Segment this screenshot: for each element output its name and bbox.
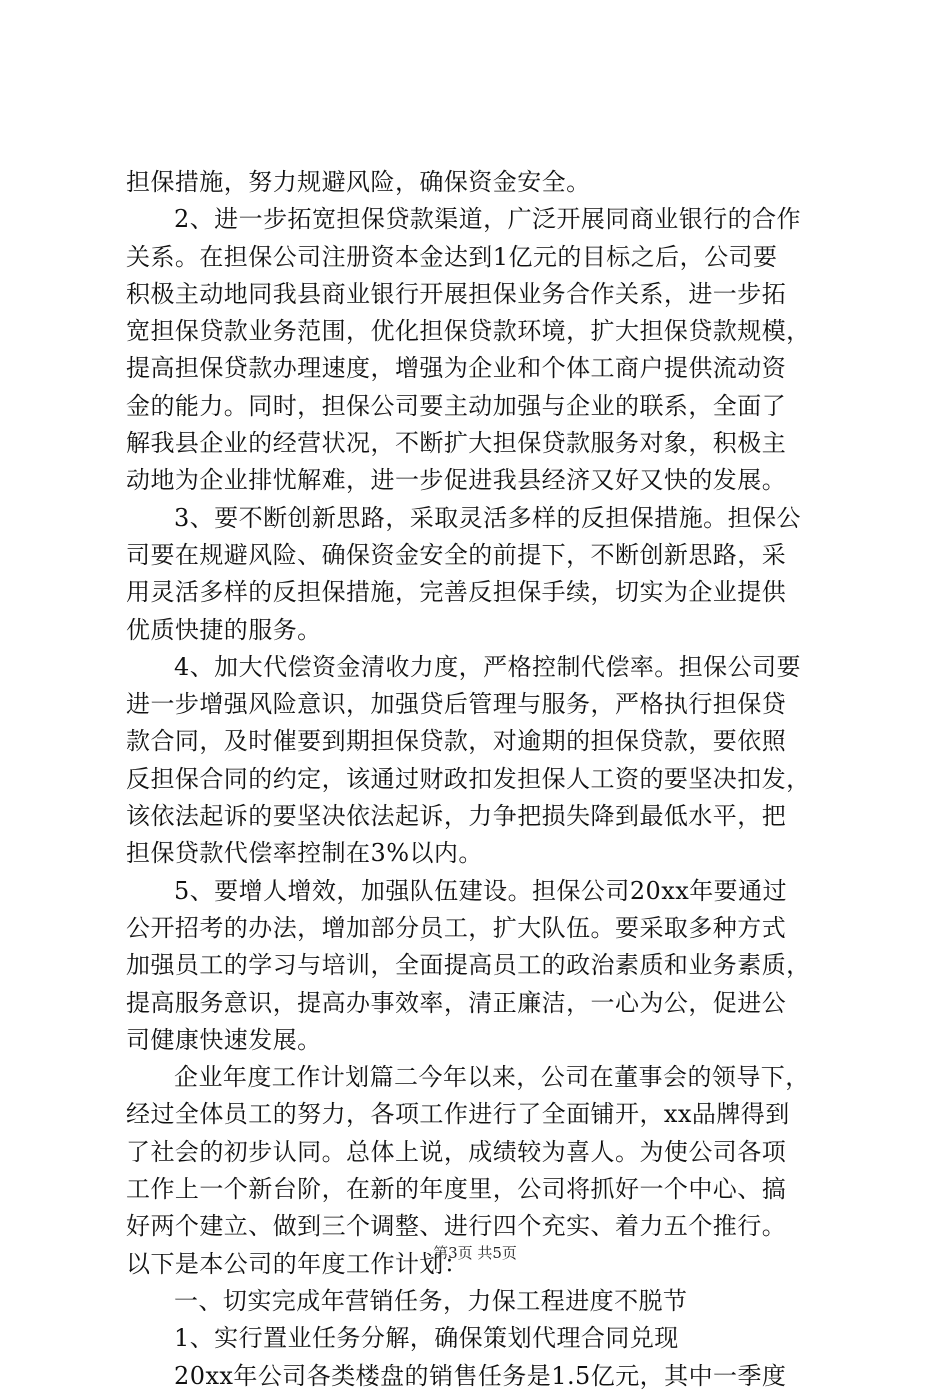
text-line: 20xx年公司各类楼盘的销售任务是1.5亿元，其中一季度: [174, 1361, 787, 1390]
text-line: 工作上一个新台阶，在新的年度里，公司将抓好一个中心、搞: [126, 1175, 787, 1204]
text-line: 用灵活多样的反担保措施，完善反担保手续，切实为企业提供: [126, 578, 787, 607]
text-line: 进一步增强风险意识，加强贷后管理与服务，严格执行担保贷: [126, 690, 787, 719]
page-footer: 第3页 共5页: [433, 1244, 517, 1262]
text-line: 公开招考的办法，增加部分员工，扩大队伍。要采取多种方式: [126, 913, 787, 942]
text-line: 反担保合同的约定，该通过财政扣发担保人工资的要坚决扣发，: [126, 764, 811, 793]
text-line: 司健康快速发展。: [126, 1025, 322, 1054]
text-line: 金的能力。同时，担保公司要主动加强与企业的联系，全面了: [126, 391, 787, 420]
text-line: 积极主动地同我县商业银行开展担保业务合作关系，进一步拓: [126, 279, 787, 308]
text-line: 优质快捷的服务。: [126, 615, 322, 644]
text-line: 宽担保贷款业务范围，优化担保贷款环境，扩大担保贷款规模，: [126, 317, 811, 346]
text-line: 提高服务意识，提高办事效率，清正廉洁，一心为公，促进公: [126, 988, 787, 1017]
text-line: 经过全体员工的努力，各项工作进行了全面铺开，xx品牌得到: [126, 1100, 790, 1129]
text-line: 加强员工的学习与培训，全面提高员工的政治素质和业务素质，: [126, 951, 811, 980]
text-line: 1、实行置业任务分解，确保策划代理合同兑现: [174, 1324, 679, 1353]
text-line: 5、要增人增效，加强队伍建设。担保公司20xx年要通过: [174, 876, 788, 905]
text-line: 担保措施，努力规避风险，确保资金安全。: [126, 168, 591, 196]
text-line: 4、加大代偿资金清收力度，严格控制代偿率。担保公司要: [174, 652, 801, 681]
text-line: 3、要不断创新思路，采取灵活多样的反担保措施。担保公: [174, 503, 801, 532]
document-body: [126, 164, 846, 1395]
text-line: 动地为企业排忧解难，进一步促进我县经济又好又快的发展。: [126, 466, 787, 495]
text-line: 了社会的初步认同。总体上说，成绩较为喜人。为使公司各项: [126, 1137, 787, 1166]
text-line: 担保贷款代偿率控制在3%以内。: [126, 839, 483, 868]
text-line: 关系。在担保公司注册资本金达到1亿元的目标之后，公司要: [126, 242, 778, 271]
text-line: 企业年度工作计划篇二今年以来，公司在董事会的领导下，: [174, 1063, 810, 1092]
text-line: 司要在规避风险、确保资金安全的前提下，不断创新思路，采: [126, 540, 787, 569]
text-line: 该依法起诉的要坚决依法起诉，力争把损失降到最低水平，把: [126, 802, 787, 831]
text-line: 款合同，及时催要到期担保贷款，对逾期的担保贷款，要依照: [126, 727, 787, 756]
text-line: 提高担保贷款办理速度，增强为企业和个体工商户提供流动资: [126, 354, 787, 383]
text-line: 2、进一步拓宽担保贷款渠道，广泛开展同商业银行的合作: [174, 205, 801, 234]
text-line: 一、切实完成年营销任务，力保工程进度不脱节: [174, 1286, 688, 1315]
text-line: 好两个建立、做到三个调整、进行四个充实、着力五个推行。: [126, 1212, 787, 1241]
text-line: 以下是本公司的年度工作计划：: [126, 1249, 469, 1278]
text-line: 解我县企业的经营状况，不断扩大担保贷款服务对象，积极主: [126, 429, 787, 458]
